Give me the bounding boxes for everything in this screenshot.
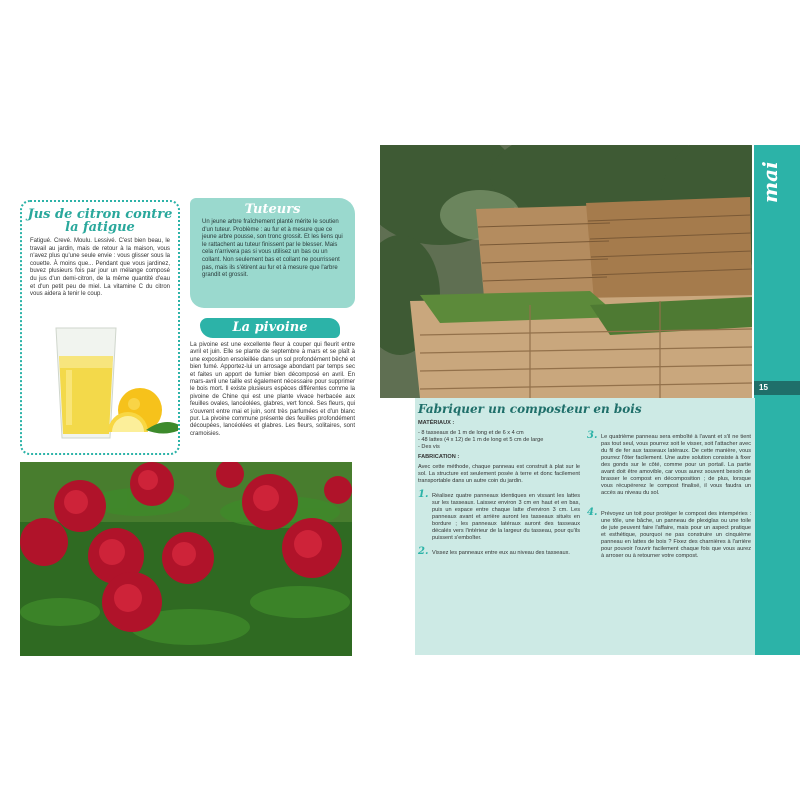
step-number: 2.: [418, 546, 429, 557]
step-item: [418, 489, 580, 542]
left-page: [0, 0, 370, 800]
step-number: 1.: [418, 489, 429, 500]
citron-title: Jus de citron contre la fatigue: [27, 207, 173, 235]
lemonade-glass-image: [42, 320, 180, 445]
compost-section: [415, 398, 755, 655]
materials-heading: MATÉRIAUX :: [418, 420, 455, 426]
material-item: - 48 lattes (4 x 12) de 1 m de long et 5 cm de large: [418, 437, 544, 443]
pivoine-banner: [200, 318, 340, 338]
right-page: [380, 0, 800, 800]
step-item: [587, 430, 751, 497]
tuteurs-title: Tuteurs: [244, 202, 301, 217]
tuteurs-sidebar: [190, 198, 355, 308]
step-text: Prévoyez un toit pour protéger le compost des intempéries : une tôle, une bâche, un panneau de plexiglas ou une toile de jute peuvent faire l'affaire, mais pour un aspect pratique et esthétique, pourquoi ne pas construire un cinquième panneau en lattes de bois ? Fixez des charnières à l'arrière pour pouvoir l'ouvrir facilement chaque fois que vous aurez à arroser ou à retourner votre compost.: [601, 511, 751, 559]
step-item: [587, 507, 751, 560]
tuteurs-text: Un jeune arbre fraîchement planté mérite le soutien d'un tuteur. Problème : au fur et à mesure que ce jeune arbre pousse, son tronc grossit. Et les liens qui le rattachent au tuteur finissent par le blesser. Mais cela n'arrivera pas si vous utilisez un bas ou un collant. Non seulement bas et collant ne pourrissent pas, mais ils s'étirent au fur et à mesure que l'arbre grandit et grossit.: [202, 219, 343, 279]
compost-right-column: [587, 430, 751, 560]
step-text: Réalisez quatre panneaux identiques en vissant les lattes sur les tasseaux. Laissez environ 3 cm en haut et en bas, puis un espace entre chaque latte d'environ 3 cm. Les panneaux avant et arrière auront les tasseaux situés en bordure ; les panneaux latéraux auront des tasseaux décalés vers l'intérieur de la largeur du tasseau, pour qu'ils puissent s'emboîter.: [432, 493, 580, 541]
fabrication-intro: Avec cette méthode, chaque panneau est construit à plat sur le sol. La structure est seulement posée à terre et donc facilement transportable dans un autre coin du jardin.: [418, 464, 580, 484]
compost-left-column: [418, 420, 580, 557]
step-text: Le quatrième panneau sera emboîté à l'avant et s'il ne tient pas tout seul, vous pourrez soit le visser, soit l'attacher avec du fil de fer aux tasseaux latéraux. De cette manière, vous pourrez l'ôter facilement. Une autre solution consiste à fixer des gonds sur le côté, comme pour un portail. La partie avant doit être amovible, car vous aurez souvent besoin de brasser le compost en décomposition ; de plus, lorsque vous récupérerez le compost finalisé, il vous faudra un accès au niveau du sol.: [601, 434, 751, 496]
step-number: 4.: [587, 507, 598, 518]
month-tab: [754, 145, 800, 655]
compost-bin-photo: [380, 145, 752, 398]
step-item: [418, 546, 580, 557]
citron-sidebar: [20, 200, 180, 455]
month-label: mai: [758, 161, 782, 203]
compost-title: Fabriquer un composteur en bois: [418, 402, 642, 416]
step-number: 3.: [587, 430, 598, 441]
pivoine-text: La pivoine est une excellente fleur à couper qui fleurit entre avril et juin. Elle se plante de septembre à mars et se plaît à une exposition ensoleillée dans un sol profondément bêché et bien fumé. Apportez-lui un arrosage abondant par temps sec et faites un apport de fumier bien décomposé en avril. En mars-avril une taille est également nécessaire pour supprimer le bois mort. Il existe plusieurs espèces différentes comme la pivoine de Chine qui est une plante vivace herbacée aux feuilles ovales, lancéolées, glabres, vert foncé. Ses fleurs, qui s'ouvrent entre mai et juin, sont très parfumées et d'un blanc pur. La pivoine commune présente des feuilles profondément découpées, lancéolées et glabres. Les fleurs, solitaires, sont cramoisies.: [190, 342, 355, 437]
step-text: Vissez les panneaux entre eux au niveau des tasseaux.: [432, 550, 570, 556]
pivoine-title: La pivoine: [232, 320, 308, 335]
peony-photo: [20, 462, 352, 656]
material-item: - Des vis: [418, 444, 440, 450]
page-number-band: [754, 381, 800, 395]
fabrication-heading: FABRICATION :: [418, 454, 460, 460]
page-number: 15: [759, 383, 768, 392]
citron-text: Fatigué. Crevé. Moulu. Lessivé. C'est bien beau, le travail au jardin, mais de retour à la maison, vous n'avez plus qu'une seule envie : vous glisser sous la couette. À moins que... Pendant que vous jardinez, buvez plusieurs fois par jour un mélange composé du jus d'un demi-citron, de la même quantité d'eau et d'un petit peu de miel. La vitamine C du citron vous aidera à tenir le coup.: [30, 238, 170, 298]
material-item: - 8 tasseaux de 1 m de long et de 6 x 4 cm: [418, 430, 524, 436]
